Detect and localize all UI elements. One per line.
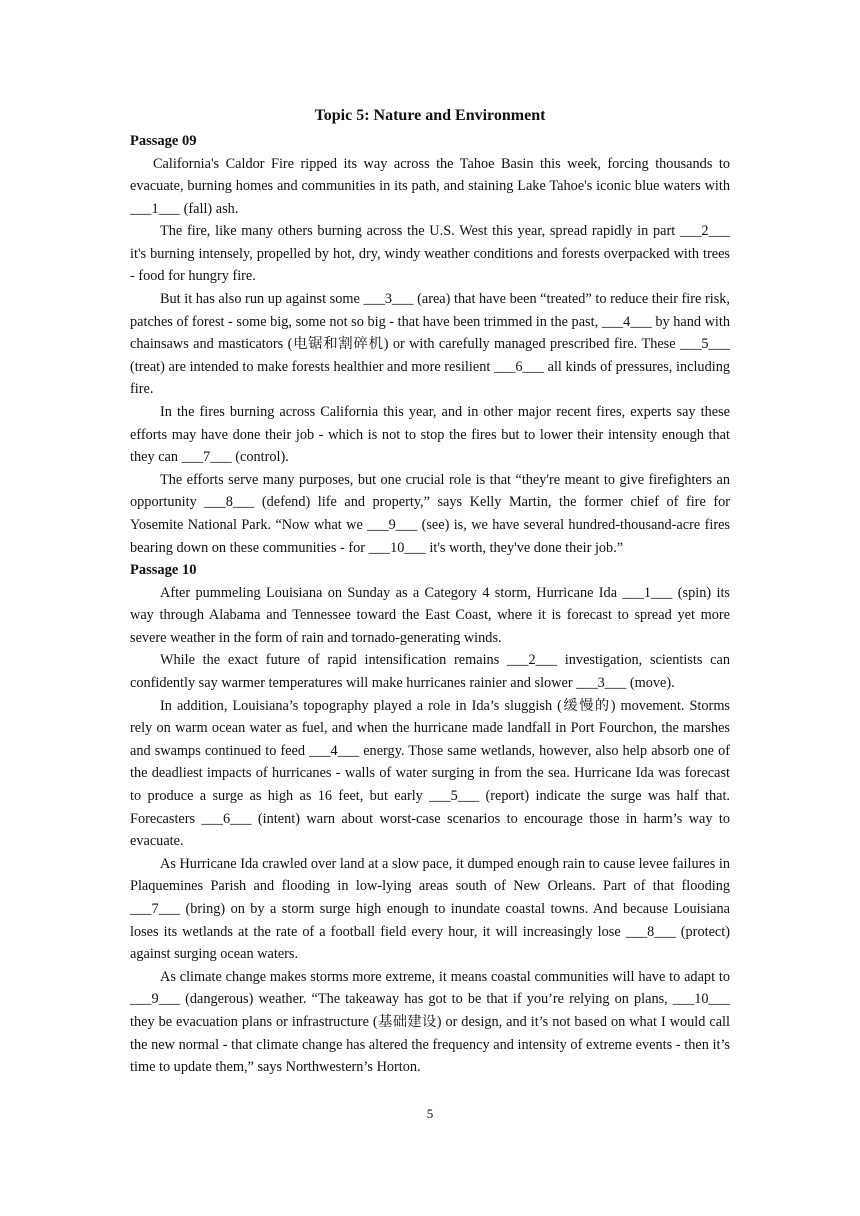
passage-heading: Passage 10 (130, 562, 197, 579)
passage-paragraph: But it has also run up against some ___3___ (area) that have been “treated” to reduce their fire risk, patches of forest - some big, some not so big - that have been trimmed in the past, ___4___ by hand with chainsaws and masticators (电锯和割碎机) or with carefully managed prescribed fire. These ___5___ (treat) are intended to make forests healthier and more resilient ___6___ all kinds of pressures, including fire. (130, 291, 730, 398)
passage-paragraph: While the exact future of rapid intensification remains ___2___ investigation, scientists can confidently say warmer temperatures will make hurricanes rainier and slower ___3___ (move). (130, 652, 730, 692)
passage-paragraph: As climate change makes storms more extreme, it means coastal communities will have to adapt to ___9___ (dangerous) weather. “The takeaway has got to be that if you’re relying on plans, ___10___ they be evacuation plans or infrastructure (基础建设) or design, and it’s not based on what I would call the new normal - that climate change has altered the frequency and intensity of extreme events - then it’s time to update them,” says Northwestern’s Horton. (130, 968, 730, 1076)
passage-paragraph: In the fires burning across California this year, and in other major recent fires, experts say these efforts may have done their job - which is not to stop the fires but to lower their intensity enough that they can ___7___ (control). (130, 404, 730, 466)
passage-heading: Passage 09 (130, 133, 197, 149)
passage-paragraph: The efforts serve many purposes, but one crucial role is that “they're meant to give firefighters an opportunity ___8___ (defend) life and property,” says Kelly Martin, the former chief of fire for Yosemite National Park. “Now what we ___9___ (see) is, we have several hundred-thousand-acre fires bearing down on these communities - for ___10___ it's worth, they've done their job.” (130, 471, 730, 556)
passage-09 (130, 130, 730, 559)
page-title: Topic 5: Nature and Environment (314, 107, 546, 124)
passage-paragraph: After pummeling Louisiana on Sunday as a Category 4 storm, Hurricane Ida ___1___ (spin) its way through Alabama and Tennessee toward the East Coast, where it is forecast to spread yet more severe weather in the form of rain and tornado-generating winds. (130, 584, 730, 646)
page-number: 5 (426, 1106, 434, 1121)
passage-paragraph: As Hurricane Ida crawled over land at a slow pace, it dumped enough rain to cause levee failures in Plaquemines Parish and flooding in low-lying areas south of New Orleans. Part of that flooding ___7___ (bring) on by a storm surge high enough to inundate coastal towns. And because Louisiana loses its wetlands at the rate of a football field every hour, it will increasingly lose ___8___ (protect) against surging ocean waters. (130, 855, 730, 963)
document-page (130, 104, 730, 1079)
passage-paragraph: The fire, like many others burning across the U.S. West this year, spread rapidly in part ___2___ it's burning intensely, propelled by hot, dry, windy weather conditions and forests overpacked with trees - food for hungry fire. (130, 223, 730, 285)
passage-paragraph: California's Caldor Fire ripped its way across the Tahoe Basin this week, forcing thousands to evacuate, burning homes and communities in its path, and staining Lake Tahoe's iconic blue waters with ___1___ (fall) ash. (130, 155, 730, 217)
passage-10 (130, 559, 730, 1079)
passage-paragraph: In addition, Louisiana’s topography played a role in Ida’s sluggish (缓慢的) movement. Storms rely on warm ocean water as fuel, and when the hurricane made landfall in Port Fourchon, the marshes and swamps continued to feed ___4___ energy. Those same wetlands, however, also help absorb one of the deadliest impacts of hurricanes - walls of water surging in from the sea. Hurricane Ida was forecast to produce a surge as high as 16 feet, but early ___5___ (report) indicate the surge was half that. Forecasters ___6___ (intent) warn about worst-case scenarios to encourage those in harm’s way to evacuate. (130, 697, 730, 850)
